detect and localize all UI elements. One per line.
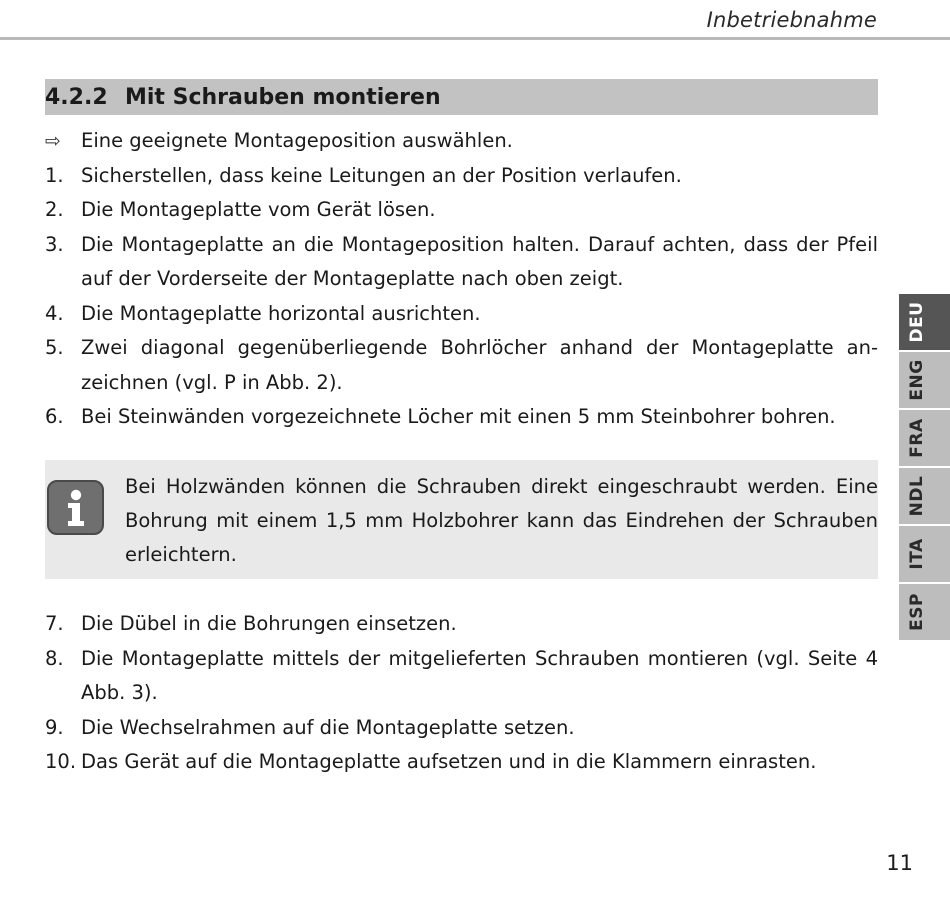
step-number: 5.	[45, 336, 64, 359]
list-item	[45, 228, 878, 297]
tab-label: ESP	[906, 593, 927, 631]
list-item	[45, 711, 878, 746]
list-item	[45, 607, 878, 642]
section-title: Mit Schrauben montieren	[125, 84, 441, 110]
list-item	[45, 331, 878, 400]
section-number: 4.2.2	[45, 84, 108, 110]
step-number: 6.	[45, 405, 64, 428]
tab-label: FRA	[906, 418, 927, 458]
header-rule	[0, 37, 950, 40]
list-item	[45, 159, 878, 194]
list-item	[45, 400, 878, 435]
info-icon	[47, 480, 104, 535]
info-note-text: Bei Holzwänden können die Schrauben direkt eingeschraubt werden. Eine Bohrung mit einem 1,5 mm Holzbohrer kann das Eindrehen der Schrauben erleichtern.	[125, 475, 878, 566]
step-number: 1.	[45, 163, 64, 187]
step-text: Zwei diagonal gegenüberliegende Bohrlöcher anhand der Montageplatte anzeichnen (vgl. P in Abb. 2).	[81, 336, 878, 394]
info-note-box	[45, 460, 878, 579]
step-number: 7.	[45, 612, 64, 635]
step-number: 10.	[45, 750, 77, 773]
step-number: 4.	[45, 301, 64, 325]
step-text: Sicherstellen, dass keine Leitungen an der Position verlaufen.	[81, 163, 682, 187]
step-text: Die Montageplatte vom Gerät lösen.	[81, 198, 436, 221]
tab-label: ENG	[906, 359, 927, 401]
page-number: 11	[886, 851, 913, 875]
tab-esp[interactable]	[899, 584, 950, 640]
step-text: Bei Steinwänden vorgezeichnete Löcher mit einen 5 mm Steinbohrer bohren.	[81, 405, 836, 428]
running-header-title: Inbetriebnahme	[706, 8, 877, 32]
step-number: 9.	[45, 715, 64, 739]
arrow-icon: ⇨	[45, 130, 61, 152]
step-text: Die Montageplatte mittels der mitgelieferten Schrauben montieren (vgl. Seite 4 Abb. 3).	[81, 646, 878, 704]
list-item	[45, 124, 878, 159]
tab-eng[interactable]	[899, 352, 950, 408]
list-item	[45, 193, 878, 228]
step-text: Eine geeignete Montageposition auswählen.	[81, 129, 513, 152]
section-heading	[45, 79, 878, 115]
tab-label: ITA	[906, 538, 927, 570]
step-text: Die Wechselrahmen auf die Montageplatte setzen.	[81, 715, 575, 739]
list-item	[45, 745, 878, 780]
tab-ndl[interactable]	[899, 468, 950, 524]
step-number: 3.	[45, 232, 64, 256]
step-text: Die Montageplatte an die Montageposition halten. Darauf achten, dass der Pfeil auf der Vorderseite der Montageplatte nach oben zeigt.	[81, 232, 878, 290]
step-text: Das Gerät auf die Montageplatte aufsetzen und in die Klammern einrasten.	[81, 750, 817, 773]
tab-deu[interactable]	[899, 294, 950, 350]
tab-fra[interactable]	[899, 410, 950, 466]
tab-label: DEU	[906, 301, 927, 343]
language-tabs	[899, 294, 950, 642]
list-item	[45, 297, 878, 332]
list-item	[45, 642, 878, 711]
step-number: 8.	[45, 646, 64, 670]
step-text: Die Montageplatte horizontal ausrichten.	[81, 301, 481, 325]
step-number: 2.	[45, 198, 64, 221]
tab-ita[interactable]	[899, 526, 950, 582]
step-text: Die Dübel in die Bohrungen einsetzen.	[81, 612, 457, 635]
steps-list-top	[45, 124, 878, 435]
tab-label: NDL	[906, 475, 927, 517]
steps-list-bottom	[45, 607, 878, 780]
